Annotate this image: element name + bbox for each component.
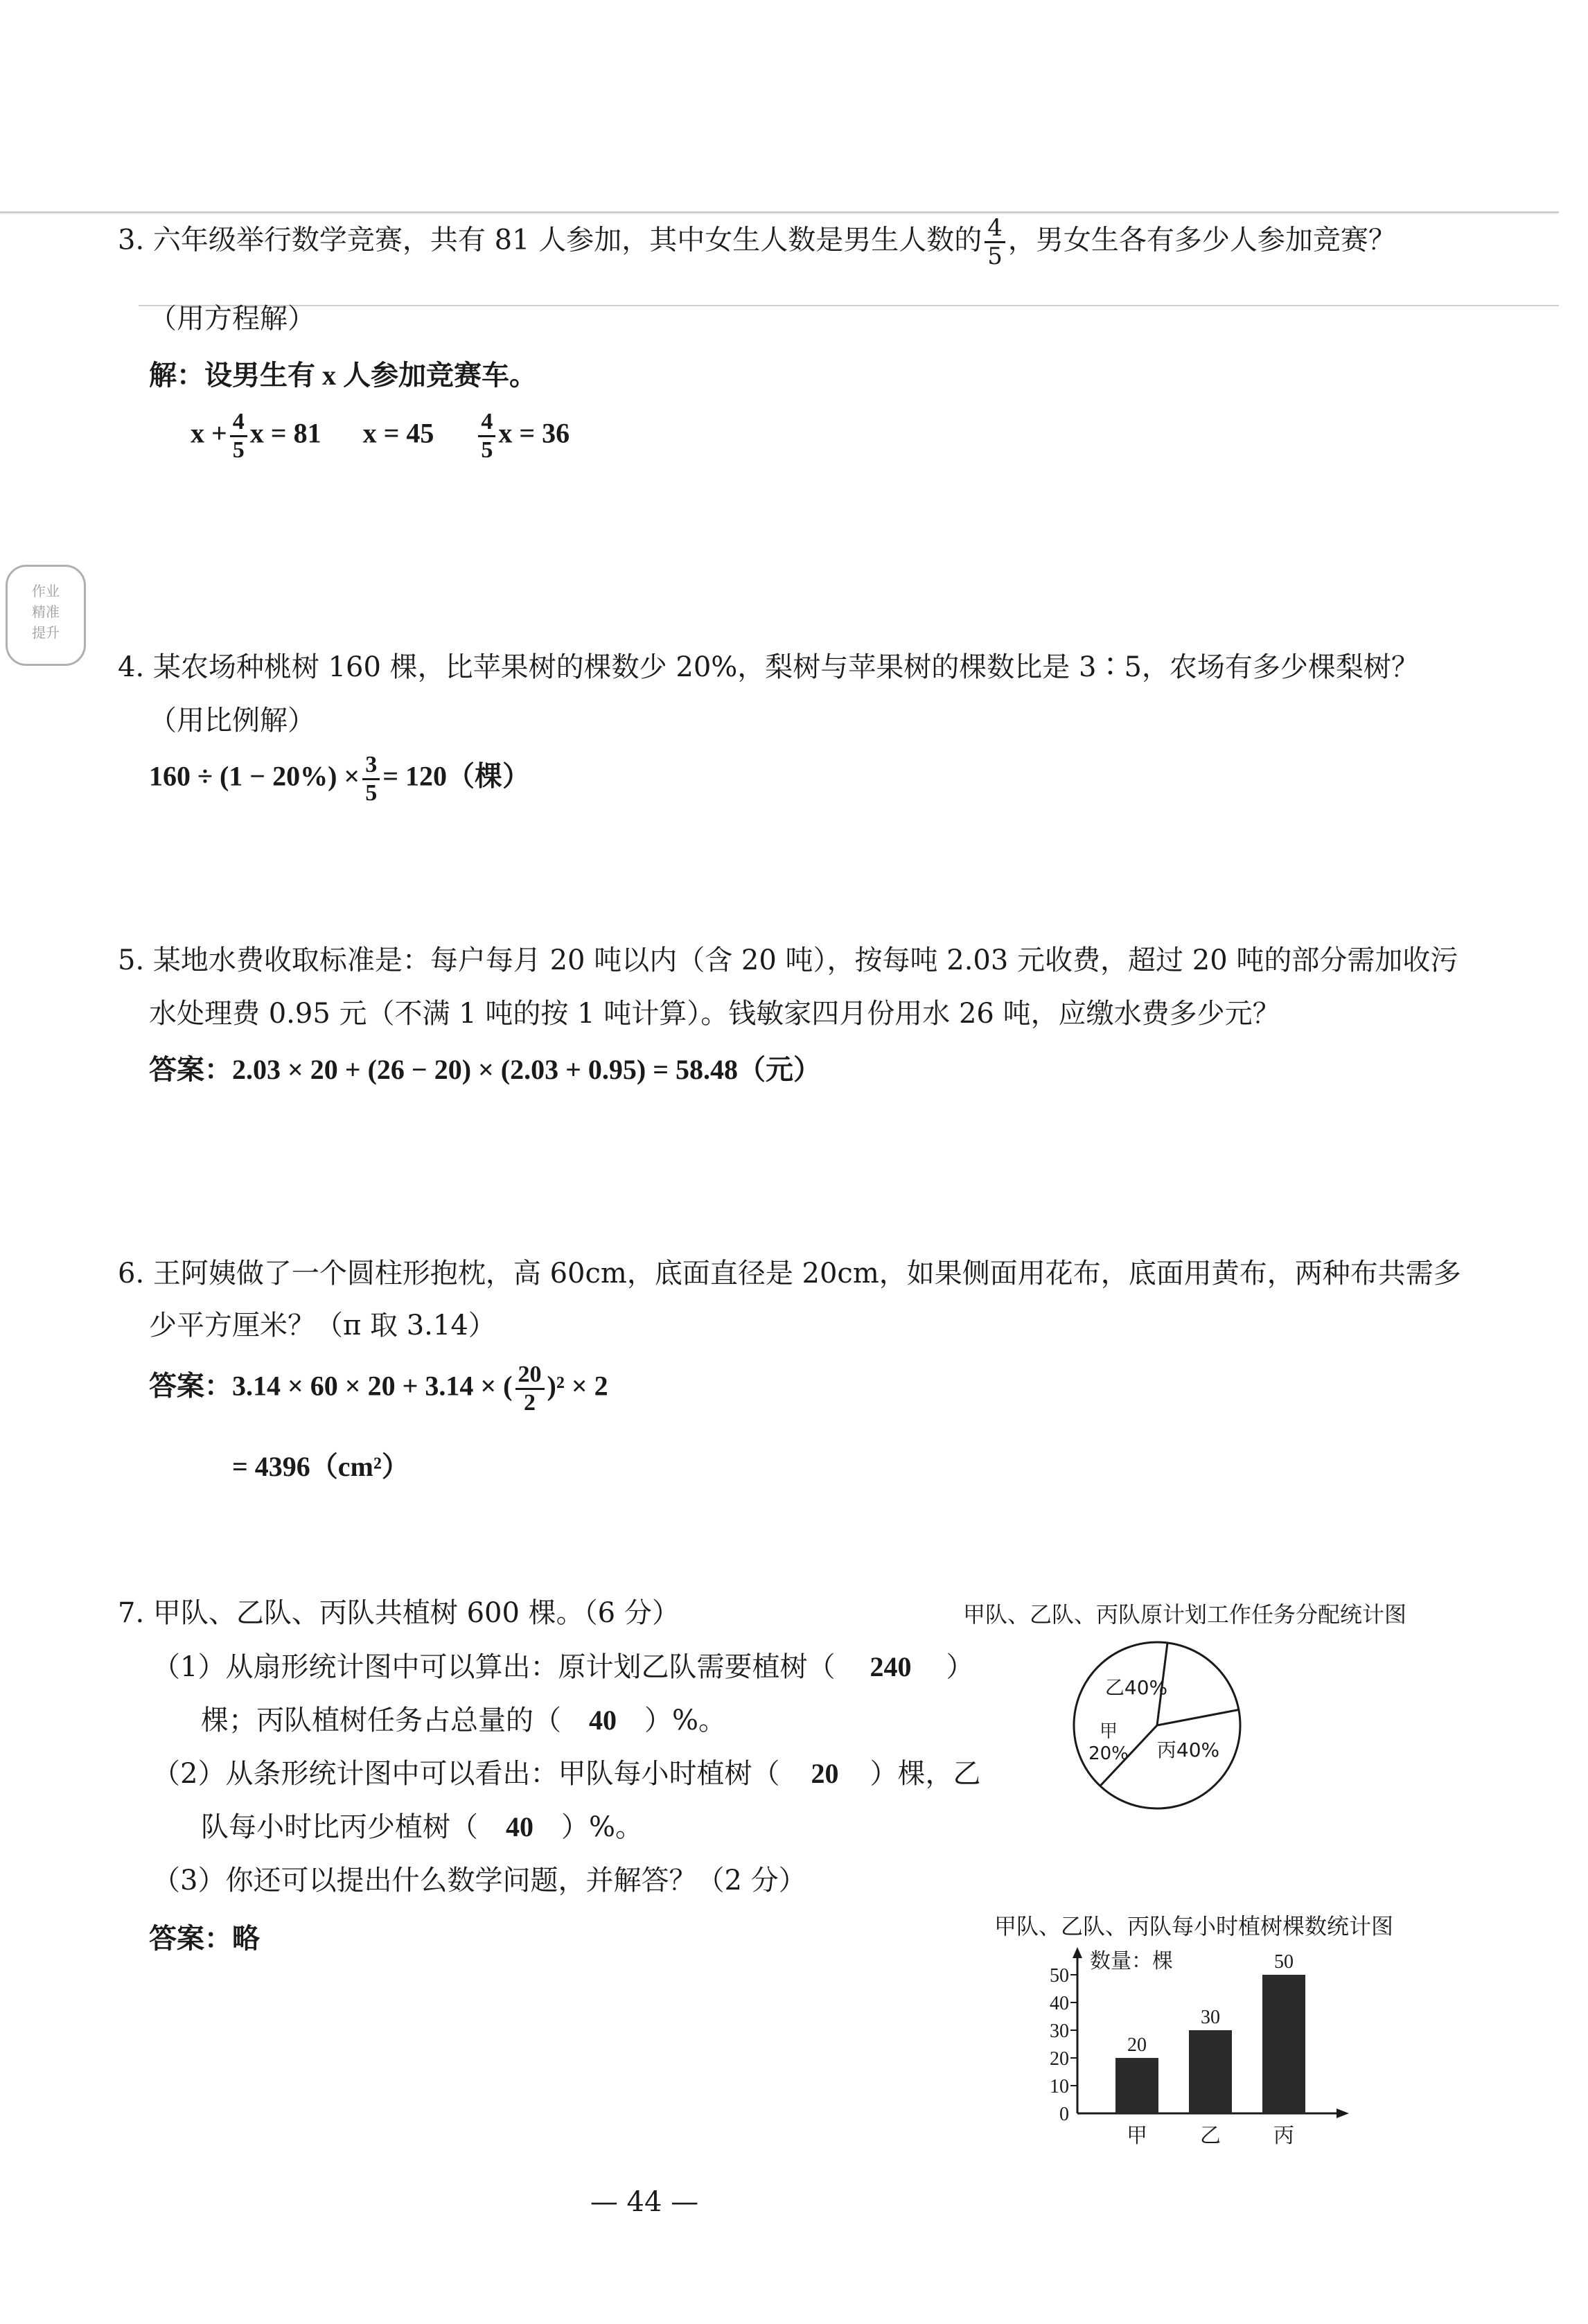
bar-y-tick-label: 20 xyxy=(1050,2048,1069,2070)
q3-fraction xyxy=(985,215,1005,270)
bar-y-tick-label: 0 xyxy=(1059,2104,1069,2125)
q3-eq-c-den: 5 xyxy=(481,437,493,463)
q5-answer: 答案：2.03 × 20 + (26 − 20) × (2.03 + 0.95) = 58.48（元） xyxy=(149,1054,822,1085)
q4-ans-frac xyxy=(362,752,380,807)
question-5-line2: 水处理费 0.95 元（不满 1 吨的按 1 吨计算）。钱敏家四月份用水 26 吨，应缴水费多少元？ xyxy=(149,998,1280,1030)
bar-value-label: 30 xyxy=(1201,2007,1220,2028)
pie-chart-title: 甲队、乙队、丙队原计划工作任务分配统计图 xyxy=(963,1601,1407,1628)
q7-part2-line1 xyxy=(152,1754,980,1793)
q3-eq-c-num: 4 xyxy=(478,409,495,437)
q7-p1b-end: ）%。 xyxy=(644,1705,727,1736)
q6-ans-post: )² × 2 xyxy=(547,1370,608,1402)
x-axis-arrow-icon xyxy=(1336,2109,1349,2118)
bar-y-tick-label: 10 xyxy=(1050,2076,1069,2097)
q6-answer xyxy=(149,1362,608,1416)
q3-frac-den: 5 xyxy=(987,243,1003,270)
bar-甲 xyxy=(1115,2058,1158,2113)
q3-frac-num: 4 xyxy=(985,215,1005,243)
q4-answer xyxy=(149,752,530,807)
q6-answer-line2: = 4396（cm²） xyxy=(232,1451,409,1482)
q7-part1-line1 xyxy=(152,1648,973,1687)
bar-chart xyxy=(1025,1940,1358,2155)
q3-eq-a-pre: x + xyxy=(191,417,227,449)
header-rule-lower xyxy=(139,305,1559,306)
bar-value-label: 50 xyxy=(1274,1951,1294,1973)
q3-eq-a-frac xyxy=(230,409,247,464)
bar-category-label: 甲 xyxy=(1127,2124,1147,2148)
bar-category-label: 乙 xyxy=(1200,2124,1221,2148)
q7-p1a-text: （1）从扇形统计图中可以算出：原计划乙队需要植树（ xyxy=(152,1651,836,1683)
pie-label-name: 甲 xyxy=(1099,1721,1118,1742)
bar-category-label: 丙 xyxy=(1273,2124,1294,2148)
bar-y-label: 数量：棵 xyxy=(1090,1949,1173,1973)
pie-label: 乙40% xyxy=(1104,1676,1168,1699)
q6-ans-den: 2 xyxy=(524,1390,536,1416)
q7-p2a-blank: 20 xyxy=(811,1758,839,1789)
bar-value-label: 20 xyxy=(1127,2034,1147,2056)
bar-y-tick-label: 40 xyxy=(1050,1993,1069,2014)
q7-p1a-end: ） xyxy=(946,1651,974,1683)
q7-p1b-text: 棵；丙队植树任务占总量的（ xyxy=(201,1705,561,1736)
q7-part1-line2 xyxy=(201,1701,726,1740)
q4-method: （用比例解） xyxy=(149,705,315,737)
pie-slice-boundary xyxy=(1157,1710,1239,1725)
q4-ans-post: = 120（棵） xyxy=(382,760,530,792)
q3-text-after: ，男女生各有多少人参加竞赛？ xyxy=(1007,224,1396,256)
question-3 xyxy=(118,215,1573,270)
q3-eq-a-num: 4 xyxy=(230,409,247,437)
q6-ans-frac xyxy=(515,1362,545,1416)
stamp-line2: 精准 xyxy=(32,604,60,620)
q7-p2b-end: ）%。 xyxy=(561,1811,644,1843)
q3-eq-a-post: x = 81 xyxy=(249,417,321,449)
pie-chart xyxy=(1067,1635,1247,1815)
q6-ans-pre: 答案：3.14 × 60 × 20 + 3.14 × ( xyxy=(149,1370,513,1402)
q3-method: （用方程解） xyxy=(149,303,315,335)
bar-y-tick-label: 50 xyxy=(1050,1965,1069,1987)
bar-乙 xyxy=(1189,2030,1232,2113)
y-axis-arrow-icon xyxy=(1073,1947,1082,1958)
question-5-line1: 5. 某地水费收取标准是：每户每月 20 吨以内（含 20 吨），按每吨 2.03 元收费，超过 20 吨的部分需加收污 xyxy=(118,944,1458,976)
question-6-line1: 6. 王阿姨做了一个圆柱形抱枕，高 60cm，底面直径是 20cm，如果侧面用花布，底面用黄布，两种布共需多 xyxy=(118,1258,1461,1289)
q4-ans-num: 3 xyxy=(362,752,380,780)
question-7: 7. 甲队、乙队、丙队共植树 600 棵。（6 分） xyxy=(118,1597,680,1629)
q7-p2b-blank: 40 xyxy=(506,1811,533,1842)
question-6-line2: 少平方厘米？（π 取 3.14） xyxy=(149,1310,496,1341)
header-rule xyxy=(0,211,1559,213)
stamp-line1: 作业 xyxy=(32,583,60,599)
q4-ans-den: 5 xyxy=(365,780,378,806)
q7-p2a-text: （2）从条形统计图中可以看出：甲队每小时植树（ xyxy=(152,1758,780,1790)
q3-eq-b: x = 45 xyxy=(362,417,434,449)
q3-eq-c-post: x = 36 xyxy=(498,417,570,449)
bar-丙 xyxy=(1262,1975,1305,2113)
q7-p2b-text: 队每小时比丙少植树（ xyxy=(201,1811,478,1843)
q7-p1b-blank: 40 xyxy=(589,1705,617,1736)
page-number: — 44 — xyxy=(590,2186,699,2218)
q3-eq-c-frac xyxy=(478,409,495,464)
q3-text-before: 3. 六年级举行数学竞赛，共有 81 人参加，其中女生人数是男生人数的 xyxy=(118,224,982,256)
q6-ans-num: 20 xyxy=(515,1362,545,1390)
question-4: 4. 某农场种桃树 160 棵，比苹果树的棵数少 20%，梨树与苹果树的棵数比是 3∶5，农场有多少棵梨树？ xyxy=(118,651,1419,683)
stamp-line3: 提升 xyxy=(32,624,60,641)
bar-y-tick-label: 30 xyxy=(1050,2021,1069,2042)
pie-label-pct: 20% xyxy=(1088,1743,1129,1764)
q7-answer: 答案：略 xyxy=(149,1923,260,1954)
q7-part3: （3）你还可以提出什么数学问题，并解答？（2 分） xyxy=(152,1865,806,1896)
q7-part2-line2 xyxy=(201,1808,643,1847)
q3-eq-a-den: 5 xyxy=(232,437,245,463)
homework-stamp xyxy=(6,565,86,666)
q3-answer-line1: 解：设男生有 x 人参加竞赛车。 xyxy=(149,360,537,391)
q4-ans-pre: 160 ÷ (1 − 20%) × xyxy=(149,760,360,792)
q3-equations xyxy=(191,409,570,464)
q7-p1a-blank: 240 xyxy=(870,1651,912,1682)
bar-chart-title: 甲队、乙队、丙队每小时植树棵数统计图 xyxy=(994,1913,1394,1939)
q7-p2a-end: ）棵，乙 xyxy=(870,1758,981,1790)
pie-label: 丙40% xyxy=(1156,1738,1220,1761)
